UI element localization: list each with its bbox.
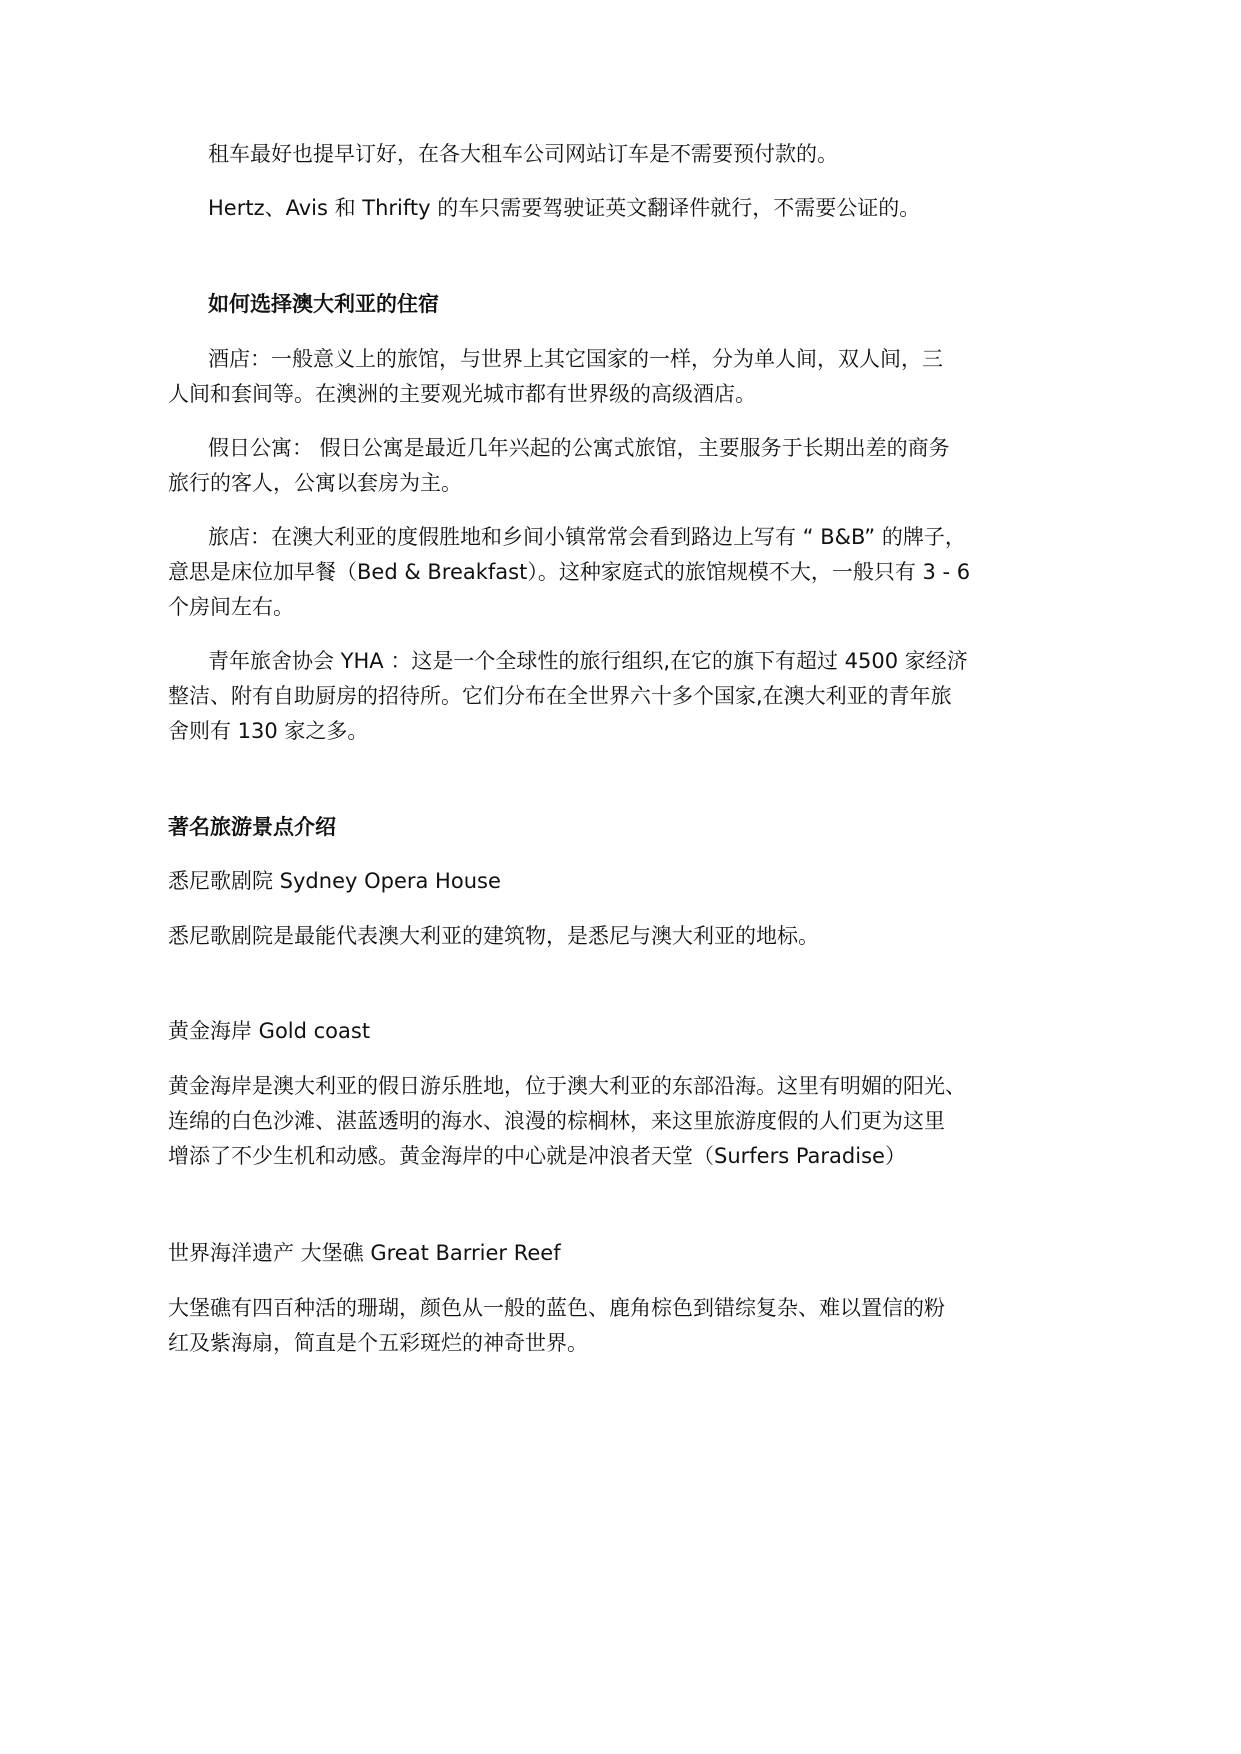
guesthouse-line-1: 旅店：在澳大利亚的度假胜地和乡间小镇常常会看到路边上写有 “ B&B” 的牌子， bbox=[208, 525, 966, 549]
yha-line-1: 青年旅舍协会 YHA ：这是一个全球性的旅行组织,在它的旗下有超过 4500 家经济 bbox=[208, 649, 968, 673]
gold-coast-title: 黄金海岸 Gold coast bbox=[168, 1019, 371, 1043]
opera-house-title: 悉尼歌剧院 Sydney Opera House bbox=[168, 869, 501, 893]
gold-coast-description-line-3: 增添了不少生机和动感。黄金海岸的中心就是冲浪者天堂（Surfers Paradise） bbox=[168, 1144, 906, 1168]
holiday-apartment-line-1: 假日公寓： 假日公寓是最近几年兴起的公寓式旅馆，主要服务于长期出差的商务 bbox=[208, 436, 950, 460]
lodging-heading: 如何选择澳大利亚的住宿 bbox=[208, 292, 439, 316]
gold-coast-description-line-1: 黄金海岸是澳大利亚的假日游乐胜地，位于澳大利亚的东部沿海。这里有明媚的阳光、 bbox=[168, 1074, 966, 1098]
hotel-paragraph-line-1: 酒店：一般意义上的旅馆，与世界上其它国家的一样，分为单人间，双人间，三 bbox=[208, 347, 943, 371]
gold-coast-description-line-2: 连绵的白色沙滩、湛蓝透明的海水、浪漫的棕榈林，来这里旅游度假的人们更为这里 bbox=[168, 1109, 945, 1133]
great-barrier-reef-description-line-1: 大堡礁有四百种活的珊瑚，颜色从一般的蓝色、鹿角棕色到错综复杂、难以置信的粉 bbox=[168, 1296, 945, 1320]
yha-line-2: 整洁、附有自助厨房的招待所。它们分布在全世界六十多个国家,在澳大利亚的青年旅 bbox=[168, 684, 952, 708]
attractions-heading: 著名旅游景点介绍 bbox=[168, 815, 336, 839]
great-barrier-reef-title: 世界海洋遗产 大堡礁 Great Barrier Reef bbox=[168, 1241, 561, 1265]
rental-paragraph-1: 租车最好也提早订好，在各大租车公司网站订车是不需要预付款的。 bbox=[208, 142, 838, 166]
hotel-paragraph-line-2: 人间和套间等。在澳洲的主要观光城市都有世界级的高级酒店。 bbox=[168, 382, 756, 406]
holiday-apartment-line-2: 旅行的客人，公寓以套房为主。 bbox=[168, 471, 462, 495]
guesthouse-line-2: 意思是床位加早餐（Bed & Breakfast）。这种家庭式的旅馆规模不大，一般只有 3 - 6 bbox=[168, 560, 971, 584]
great-barrier-reef-description-line-2: 红及紫海扇，简直是个五彩斑烂的神奇世界。 bbox=[168, 1331, 588, 1355]
opera-house-description: 悉尼歌剧院是最能代表澳大利亚的建筑物，是悉尼与澳大利亚的地标。 bbox=[168, 924, 819, 948]
guesthouse-line-3: 个房间左右。 bbox=[168, 595, 294, 619]
rental-paragraph-2: Hertz、Avis 和 Thrifty 的车只需要驾驶证英文翻译件就行，不需要公证的。 bbox=[208, 196, 921, 220]
yha-line-3: 舍则有 130 家之多。 bbox=[168, 719, 369, 743]
